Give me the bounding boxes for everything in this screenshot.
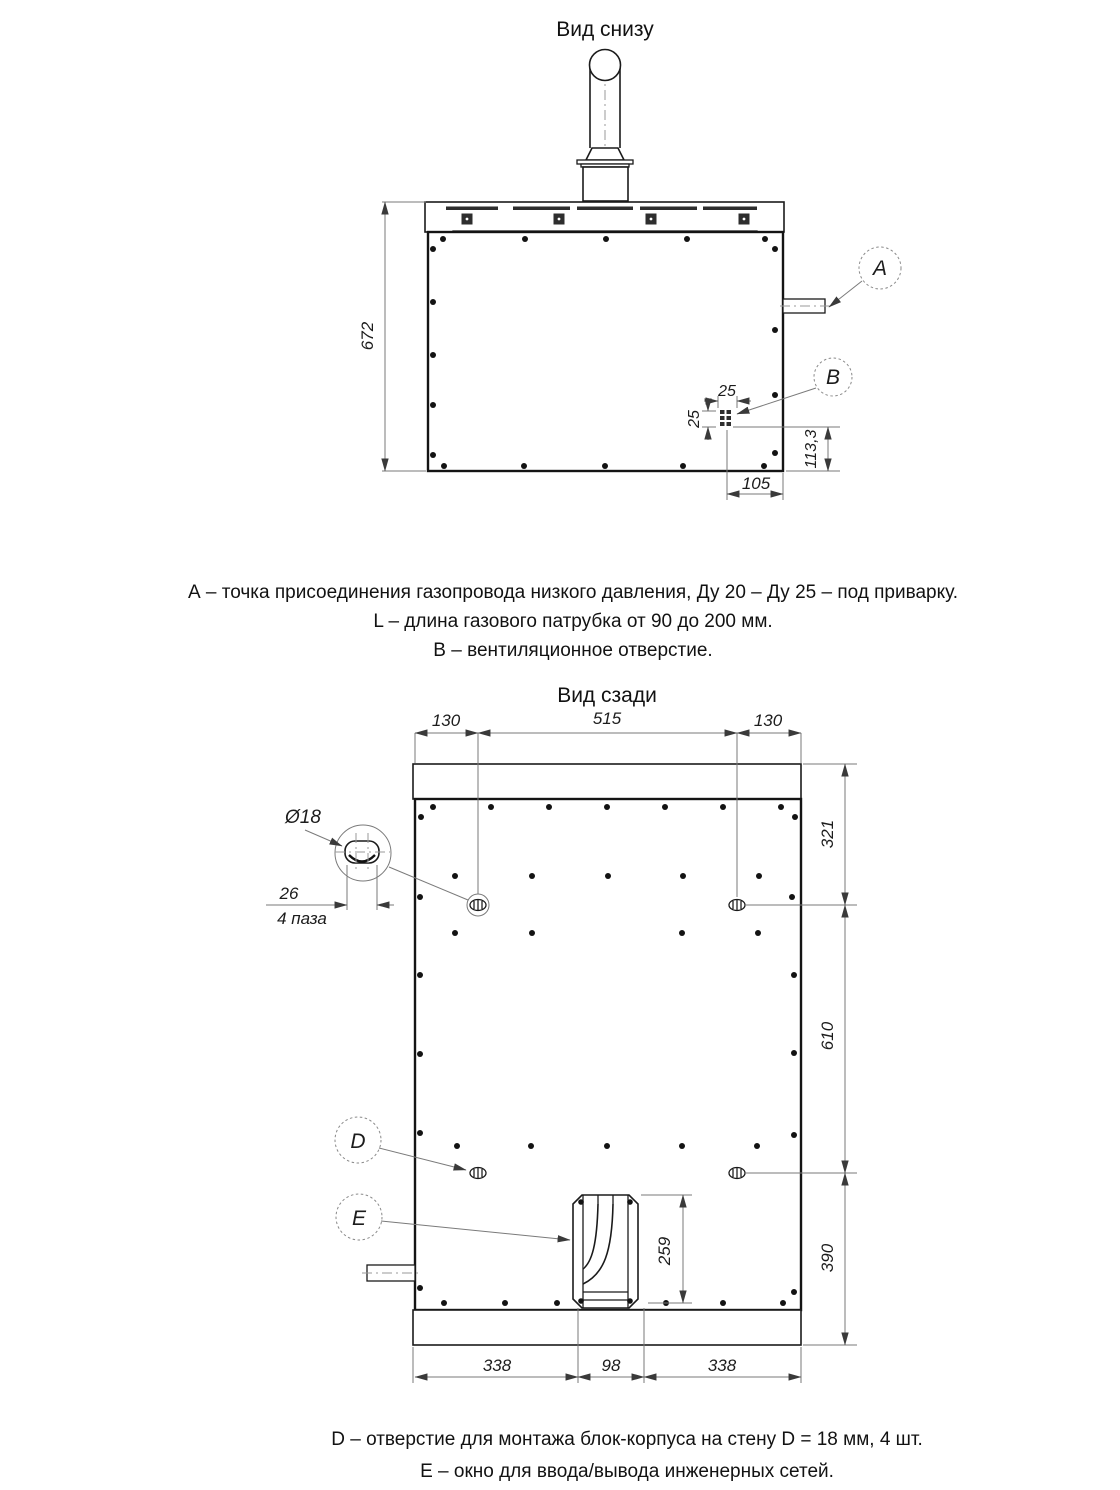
callout-b-label: B [825, 366, 841, 389]
dim-672 [358, 202, 426, 471]
rear-view-title: Вид сзади [557, 684, 657, 707]
callout-d-label: D [350, 1130, 366, 1153]
detail-slot-count-label: 4 паза [277, 909, 327, 928]
bottom-view-drawing [358, 50, 901, 501]
note-l: L – длина газового патрубка от 90 до 200 мм. [373, 611, 773, 632]
dim-top-right-label: 130 [753, 711, 783, 730]
callout-a [829, 247, 901, 307]
note-a: А – точка присоединения газопровода низкого давления, Ду 20 – Ду 25 – под приварку. [187, 582, 959, 603]
dim-window-height-label: 259 [655, 1236, 674, 1266]
dim-right-mid-label: 610 [818, 1021, 837, 1051]
dim-bottom-right-label: 338 [707, 1356, 737, 1375]
dim-right-bottom-label: 390 [818, 1243, 837, 1273]
gas-connection-stub [780, 299, 830, 313]
note-b: В – вентиляционное отверстие. [433, 640, 713, 661]
utility-window [573, 1195, 638, 1308]
detail-diameter-label: Ø18 [285, 807, 321, 828]
rear-view-drawing [266, 709, 857, 1383]
dim-vent-edge-label: 105 [741, 474, 771, 493]
dim-bottom-center-label: 98 [601, 1356, 621, 1375]
dim-top-left-label: 130 [431, 711, 461, 730]
bottom-view-panel [428, 232, 783, 471]
bottom-view-title: Вид снизу [556, 18, 654, 41]
detail-slot-width-label: 26 [279, 884, 299, 903]
pipe-stub [577, 50, 633, 207]
dim-bottom-left-label: 338 [482, 1356, 512, 1375]
dim-height-label: 672 [358, 321, 377, 351]
dim-top-center-label: 515 [592, 709, 622, 728]
rear-top-flange [413, 764, 801, 799]
note-d: D – отверстие для монтажа блок-корпуса на стену D = 18 мм, 4 шт. [331, 1429, 923, 1450]
note-e: Е – окно для ввода/вывода инженерных сетей. [420, 1461, 834, 1482]
callout-e-label: E [351, 1207, 367, 1230]
dim-right-top-label: 321 [818, 819, 837, 849]
rear-bottom-flange [413, 1310, 801, 1345]
dim-vent-width-label: 25 [718, 383, 736, 400]
dim-vent-bottom-label: 113,3 [803, 429, 820, 469]
callout-a-label: A [872, 257, 888, 280]
dim-vent-height-label: 25 [686, 410, 703, 428]
rear-left-stub [362, 1265, 420, 1281]
